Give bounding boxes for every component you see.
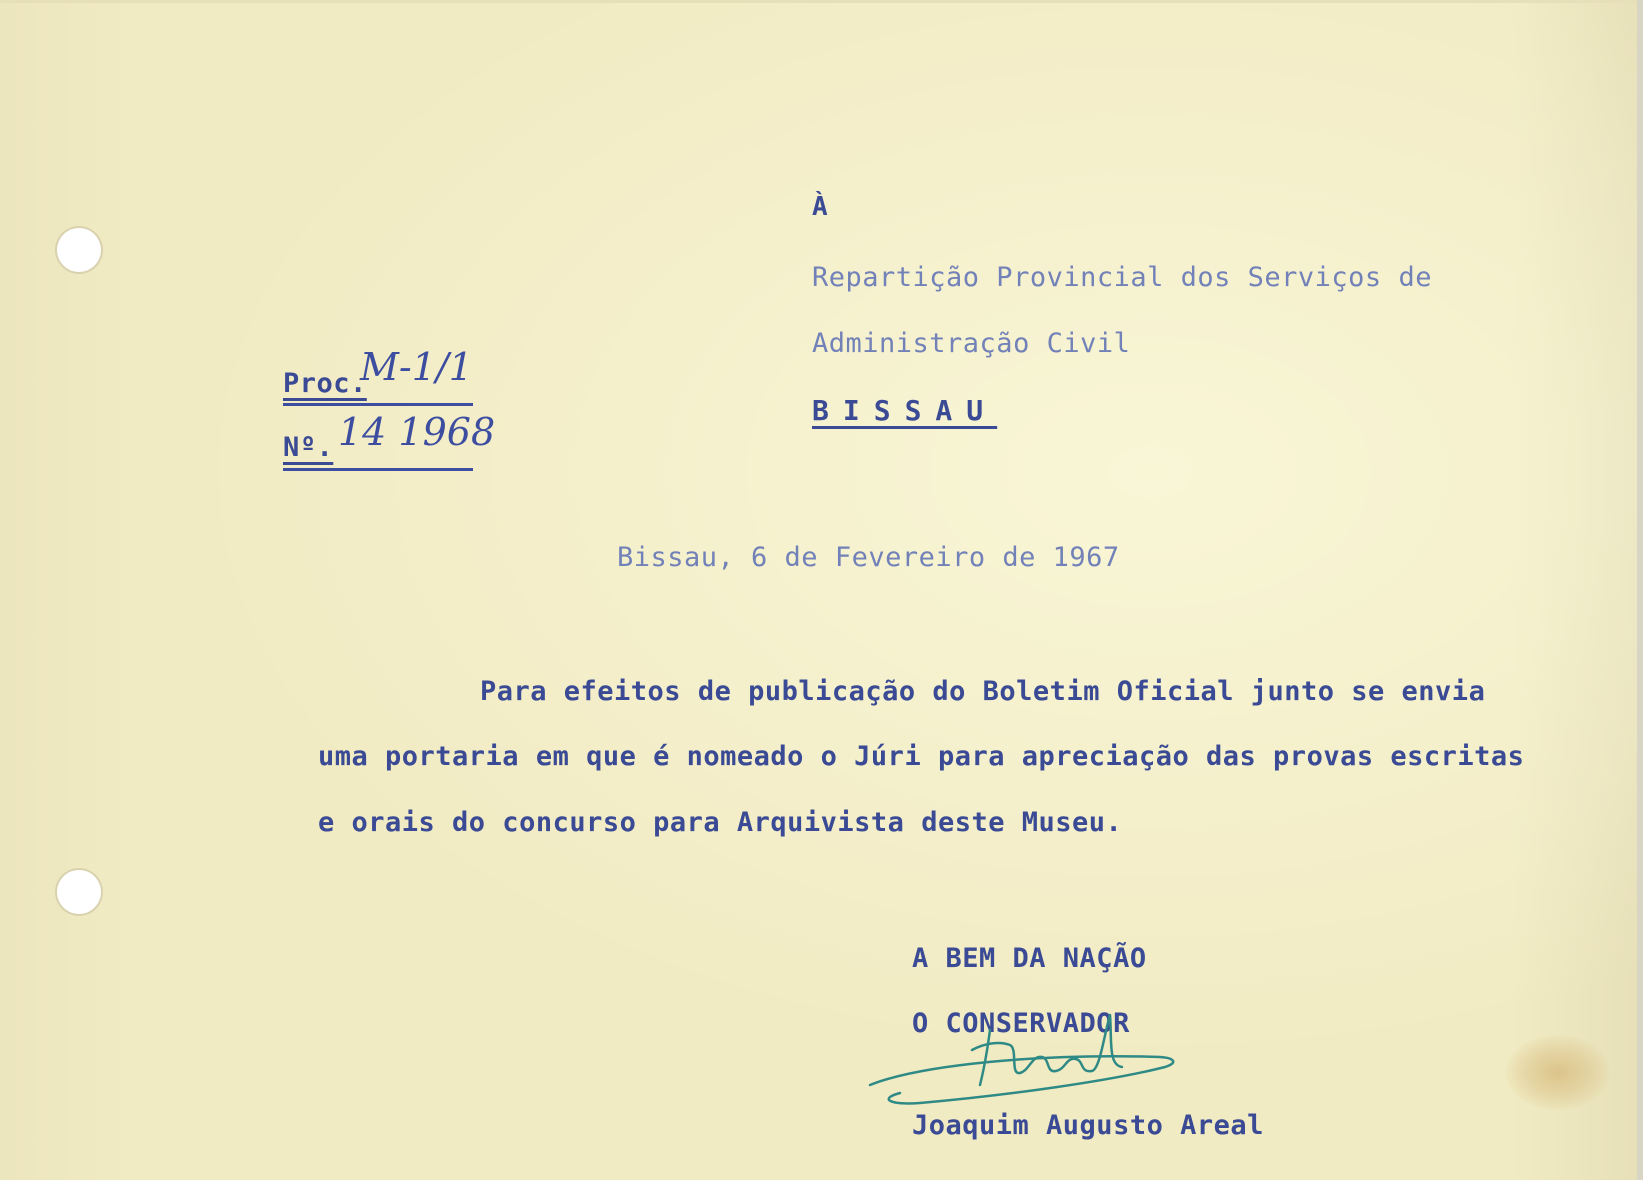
body-line: Para efeitos de publicação do Boletim Oficial junto se envia (480, 676, 1486, 707)
reference-proc-rule (283, 403, 473, 406)
signer-title: O CONSERVADOR (912, 1008, 1130, 1039)
handwritten-signature (860, 995, 1200, 1125)
date-line: Bissau, 6 de Fevereiro de 1967 (617, 542, 1120, 573)
punch-hole-bottom (57, 870, 101, 914)
reference-proc-label: Proc. (283, 368, 367, 399)
signer-name: Joaquim Augusto Areal (912, 1110, 1264, 1141)
reference-number-label: Nº. (283, 432, 334, 463)
reference-number-rule (283, 468, 473, 471)
addressee-city: BISSAU (812, 394, 998, 427)
addressee-department: Repartição Provincial dos Serviços de (812, 262, 1432, 293)
reference-proc-handwritten: M-1/1 (360, 345, 473, 389)
punch-hole-top (57, 228, 101, 272)
paper-edge-right (1637, 0, 1643, 1180)
addressee-service: Administração Civil (812, 328, 1131, 359)
addressee-marker: À (812, 192, 829, 222)
closing-salutation: A BEM DA NAÇÃO (912, 943, 1147, 974)
reference-number-handwritten: 14 1968 (338, 410, 496, 454)
paper-edge-top (0, 0, 1643, 3)
body-line: e orais do concurso para Arquivista deste Museu. (318, 807, 1123, 838)
paper-stain (1505, 1035, 1610, 1110)
body-line: uma portaria em que é nomeado o Júri para apreciação das provas escritas (318, 741, 1525, 772)
